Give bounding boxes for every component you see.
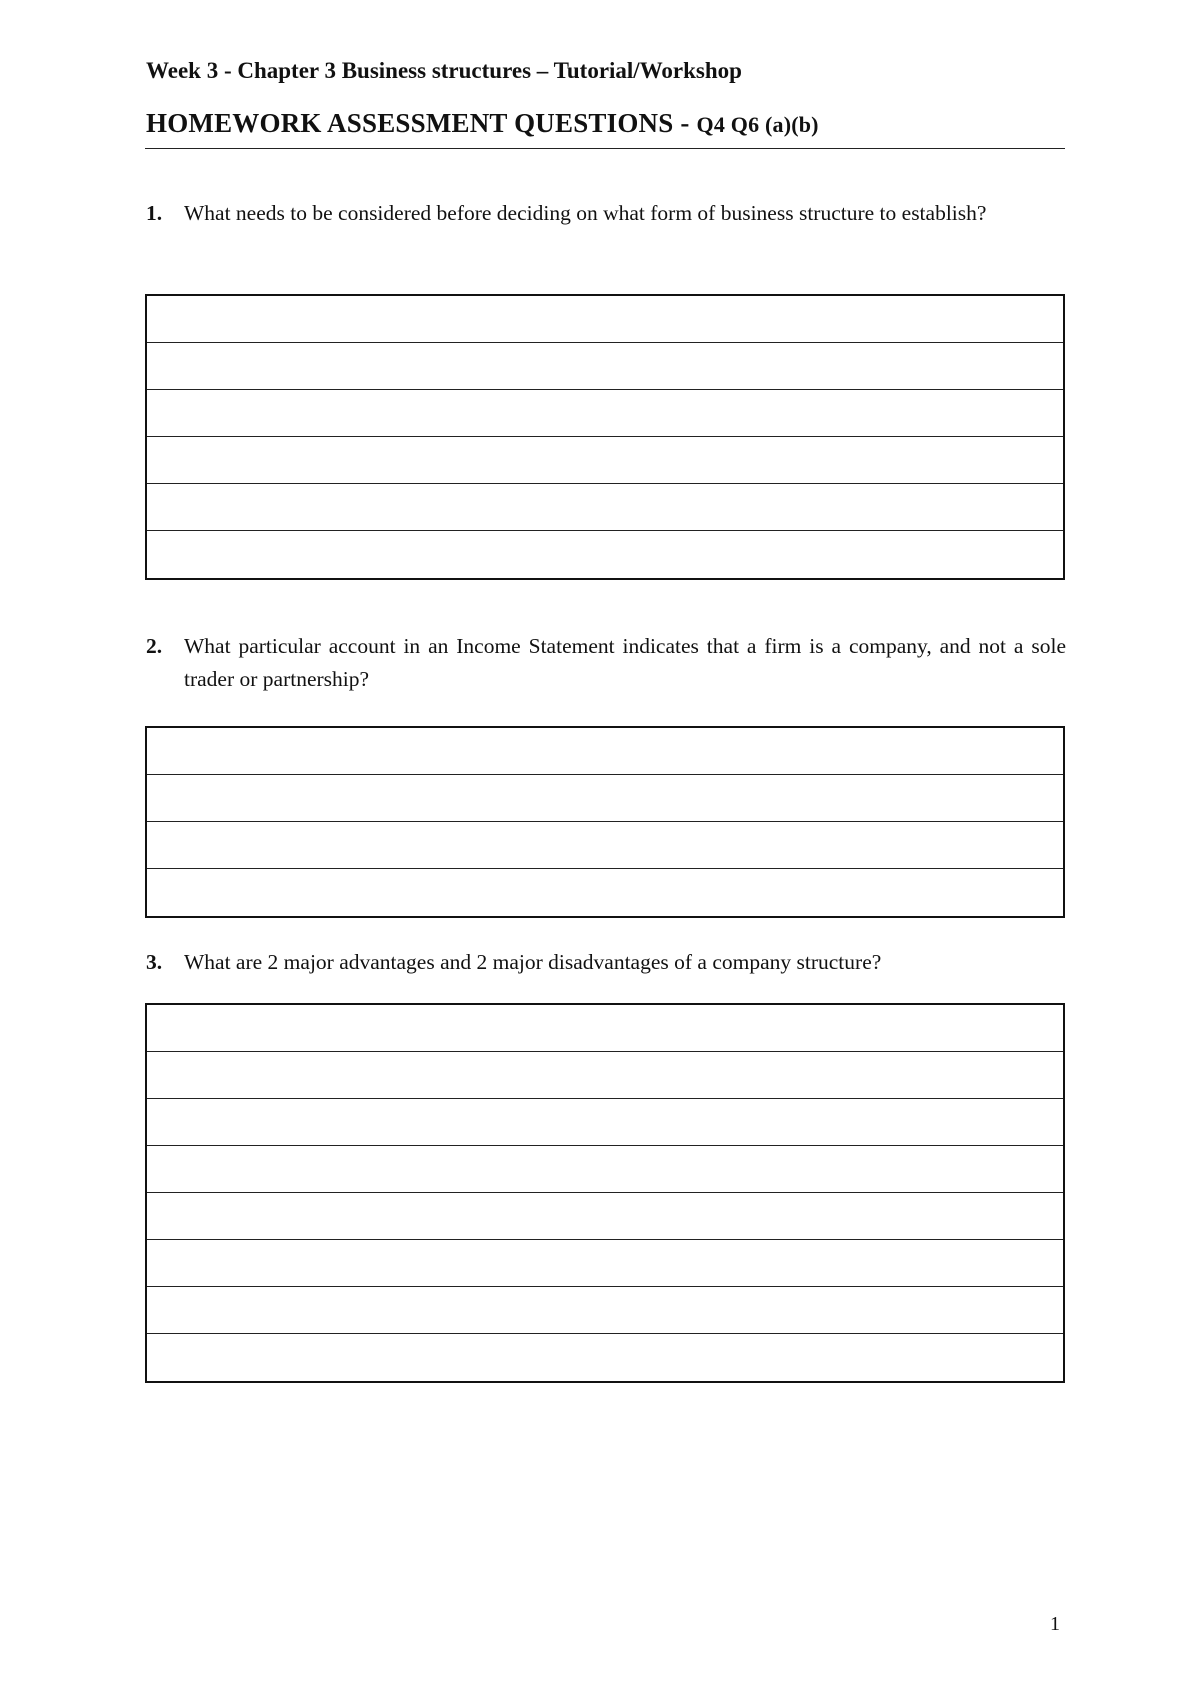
question-number: 1. (146, 201, 163, 225)
question-3 (146, 946, 1066, 979)
answer-line[interactable] (147, 1005, 1063, 1052)
answer-line[interactable] (147, 728, 1063, 775)
question-1 (146, 197, 1066, 230)
section-subtitle: Q4 Q6 (a)(b) (696, 112, 819, 137)
answer-line[interactable] (147, 484, 1063, 531)
title-divider (145, 148, 1065, 149)
question-text: What particular account in an Income Statement indicates that a firm is a company, and not a sole trader or partnership? (184, 634, 1066, 691)
answer-box-2[interactable] (145, 726, 1065, 918)
section-title-text: HOMEWORK ASSESSMENT QUESTIONS - (146, 108, 697, 138)
answer-box-1[interactable] (145, 294, 1065, 580)
answer-line[interactable] (147, 1287, 1063, 1334)
course-header: Week 3 - Chapter 3 Business structures – Tutorial/Workshop (146, 58, 742, 83)
answer-line[interactable] (147, 531, 1063, 578)
question-number: 2. (146, 634, 163, 658)
question-2 (146, 630, 1066, 696)
answer-line[interactable] (147, 1052, 1063, 1099)
question-number: 3. (146, 950, 163, 974)
answer-line[interactable] (147, 822, 1063, 869)
answer-line[interactable] (147, 390, 1063, 437)
answer-line[interactable] (147, 1146, 1063, 1193)
question-text: What are 2 major advantages and 2 major disadvantages of a company structure? (184, 950, 882, 974)
answer-line[interactable] (147, 1334, 1063, 1381)
question-text: What needs to be considered before deciding on what form of business structure to establish? (184, 201, 987, 225)
page-number: 1 (1050, 1613, 1060, 1635)
answer-box-3[interactable] (145, 1003, 1065, 1383)
answer-line[interactable] (147, 343, 1063, 390)
answer-line[interactable] (147, 775, 1063, 822)
answer-line[interactable] (147, 437, 1063, 484)
answer-line[interactable] (147, 1193, 1063, 1240)
answer-line[interactable] (147, 869, 1063, 916)
answer-line[interactable] (147, 1099, 1063, 1146)
section-title (146, 108, 819, 139)
answer-line[interactable] (147, 1240, 1063, 1287)
answer-line[interactable] (147, 296, 1063, 343)
